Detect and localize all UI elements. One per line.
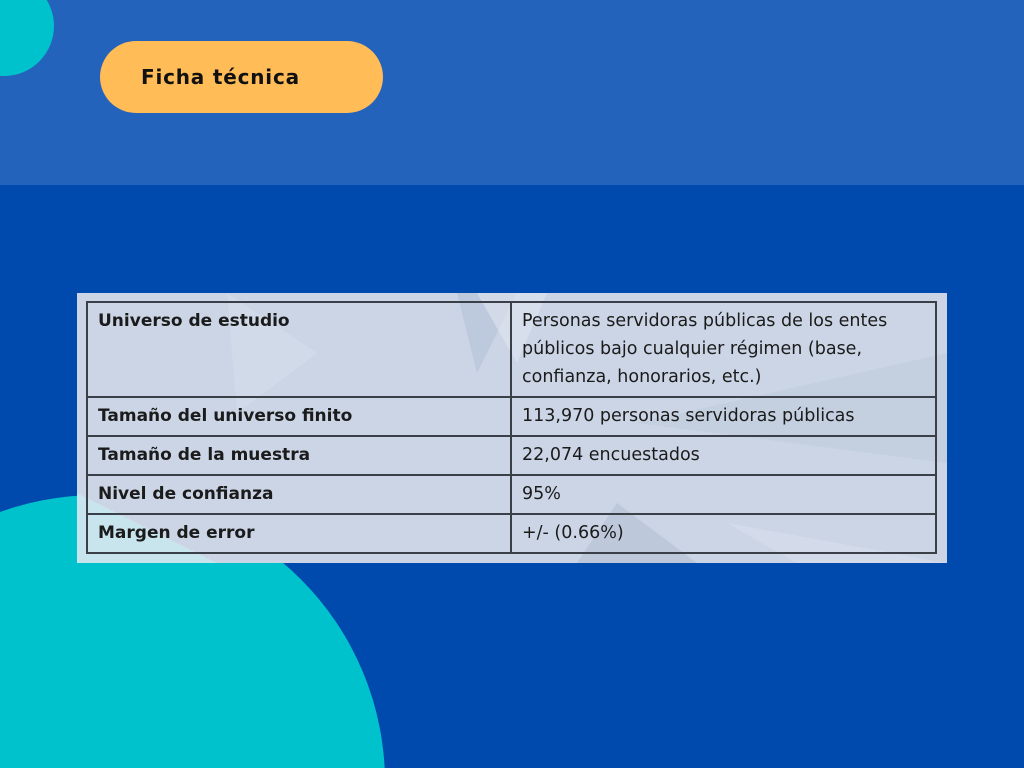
table-row (87, 302, 936, 397)
table-row (87, 436, 936, 475)
row-label: Tamaño del universo finito (87, 397, 511, 436)
table-row (87, 397, 936, 436)
row-value: 95% (511, 475, 936, 514)
page-title: Ficha técnica (141, 65, 300, 89)
row-value: Personas servidoras públicas de los entes públicos bajo cualquier régimen (base, confianza, honorarios, etc.) (511, 302, 936, 397)
row-label: Tamaño de la muestra (87, 436, 511, 475)
info-table (86, 301, 937, 554)
title-pill (100, 41, 383, 113)
row-label: Nivel de confianza (87, 475, 511, 514)
row-value: 22,074 encuestados (511, 436, 936, 475)
info-table-frame (77, 293, 947, 563)
row-value: +/- (0.66%) (511, 514, 936, 553)
row-label: Universo de estudio (87, 302, 511, 397)
row-label: Margen de error (87, 514, 511, 553)
table-row (87, 514, 936, 553)
table-row (87, 475, 936, 514)
row-value: 113,970 personas servidoras públicas (511, 397, 936, 436)
